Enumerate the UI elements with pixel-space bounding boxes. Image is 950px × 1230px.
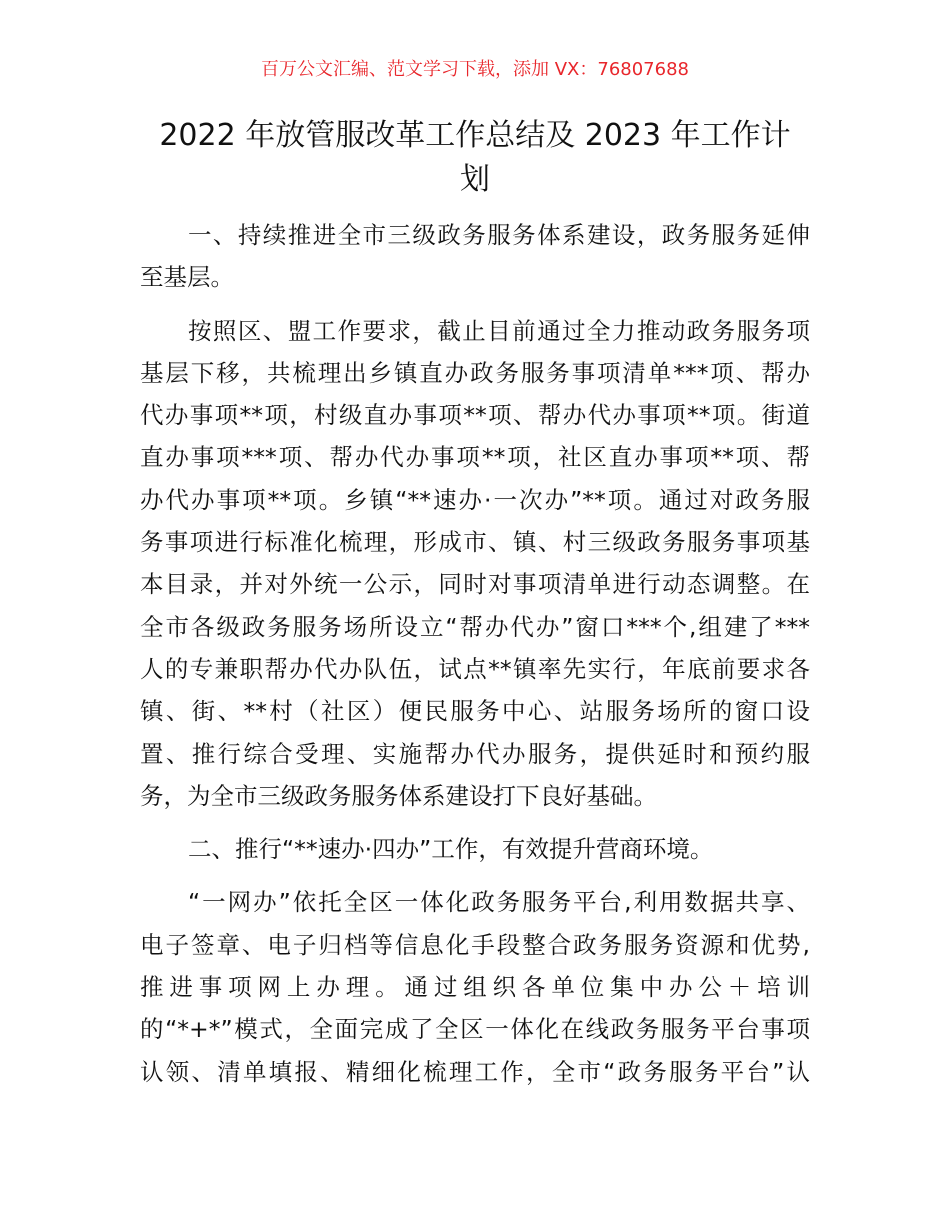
text-line: 至基层。 <box>140 263 234 292</box>
watermark-header: 百万公文汇编、范文学习下载，添加 VX：76807688 <box>261 59 689 80</box>
paragraph <box>140 214 810 299</box>
title-line: 划 <box>460 162 490 197</box>
document-title <box>140 114 810 202</box>
text-line: 一、持续推进全市三级政务服务体系建设，政务服务延伸 <box>188 221 810 249</box>
text-line: 按照区、盟工作要求，截止目前通过全力推动政务服务项 <box>188 316 810 345</box>
text-line: “一网办”依托全区一体化政务服务平台,利用数据共享、 <box>188 888 810 917</box>
text-line: 务，为全市三级政务服务体系建设打下良好基础。 <box>140 781 657 810</box>
text-line: 代办事项**项，村级直办事项**项、帮办代办事项**项。街道 <box>140 401 810 430</box>
paragraph <box>140 828 810 870</box>
title-line: 2022 年放管服改革工作总结及 2023 年工作计 <box>159 118 791 153</box>
text-line: 推进事项网上办理。通过组织各单位集中办公＋培训 <box>140 973 810 1002</box>
text-line: 全市各级政务服务场所设立“帮办代办”窗口***个,组建了*** <box>140 612 810 641</box>
text-line: 办代办事项**项。乡镇“**速办·一次办”**项。通过对政务服 <box>140 485 810 514</box>
text-line: 置、推行综合受理、实施帮办代办服务，提供延时和预约服 <box>140 739 810 768</box>
text-line: 的“*+*”模式，全面完成了全区一体化在线政务服务平台事项 <box>140 1015 810 1044</box>
text-line: 本目录，并对外统一公示，同时对事项清单进行动态调整。在 <box>140 570 810 599</box>
text-line: 人的专兼职帮办代办队伍，试点**镇率先实行，年底前要求各 <box>140 654 810 683</box>
text-line: 镇、街、**村（社区）便民服务中心、站服务场所的窗口设 <box>140 697 810 726</box>
paragraph <box>140 310 810 818</box>
text-line: 认领、清单填报、精细化梳理工作，全市“政务服务平台”认 <box>140 1057 810 1086</box>
document-body <box>140 214 810 1104</box>
text-line: 二、推行“**速办·四办”工作，有效提升营商环境。 <box>188 835 714 864</box>
paragraph <box>140 881 810 1092</box>
text-line: 电子签章、电子归档等信息化手段整合政务服务资源和优势, <box>140 930 810 959</box>
text-line: 直办事项***项、帮办代办事项**项，社区直办事项**项、帮 <box>140 443 810 472</box>
text-line: 基层下移，共梳理出乡镇直办政务服务事项清单***项、帮办 <box>140 358 810 387</box>
text-line: 务事项进行标准化梳理，形成市、镇、村三级政务服务事项基 <box>140 528 810 557</box>
